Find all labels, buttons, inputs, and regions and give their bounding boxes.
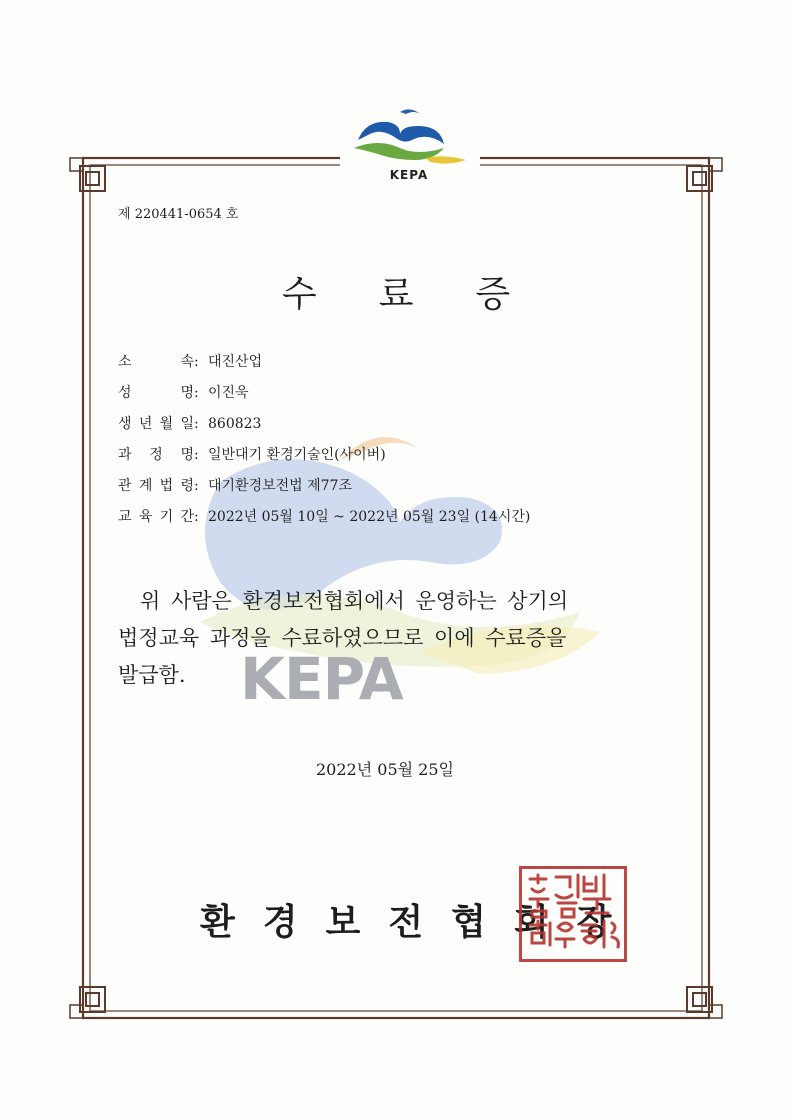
issue-date: 2022년 05월 25일: [316, 760, 454, 779]
watermark-text: KEPA: [240, 645, 403, 713]
field-colon: :: [194, 354, 199, 370]
field-value: 이진욱: [208, 385, 249, 401]
field-value: 대진산업: [208, 354, 263, 370]
field-label: 성 명: [118, 385, 194, 401]
certificate-statement: [118, 583, 678, 694]
field-label: 소 속: [118, 354, 194, 370]
certificate-number: 제 220441-0654 호: [118, 207, 239, 222]
field-value: 860823: [208, 416, 262, 432]
field-colon: :: [194, 478, 199, 494]
field-colon: :: [194, 385, 199, 401]
field-label: 생 년 월 일: [118, 416, 194, 432]
seal-icon: [522, 869, 624, 959]
field-colon: :: [194, 416, 199, 432]
field-colon: :: [194, 509, 199, 525]
field-value: 일반대기 환경기술인(사이버): [208, 447, 386, 463]
field-label: 과 정 명: [118, 447, 194, 463]
statement-line: 위 사람은 환경보전협회에서 운영하는 상기의: [140, 589, 569, 613]
field-label: 관 계 법 령: [118, 478, 194, 494]
statement-line: 발급함.: [118, 663, 186, 687]
statement-line: 법정교육 과정을 수료하였으므로 이에 수료증을: [118, 626, 567, 650]
official-seal: [519, 866, 627, 962]
field-value: 대기환경보전법 제77조: [208, 478, 352, 494]
issuer-name: 환경보전협회장: [200, 901, 640, 943]
field-colon: :: [194, 447, 199, 463]
field-label: 교 육 기 간: [118, 509, 194, 525]
logo-text: KEPA: [389, 168, 429, 182]
certificate-title: 수료증: [281, 274, 573, 315]
kepa-logo-icon: [348, 104, 470, 174]
kepa-logo: [348, 104, 470, 188]
field-value: 2022년 05월 10일 ~ 2022년 05월 23일 (14시간): [208, 509, 531, 525]
